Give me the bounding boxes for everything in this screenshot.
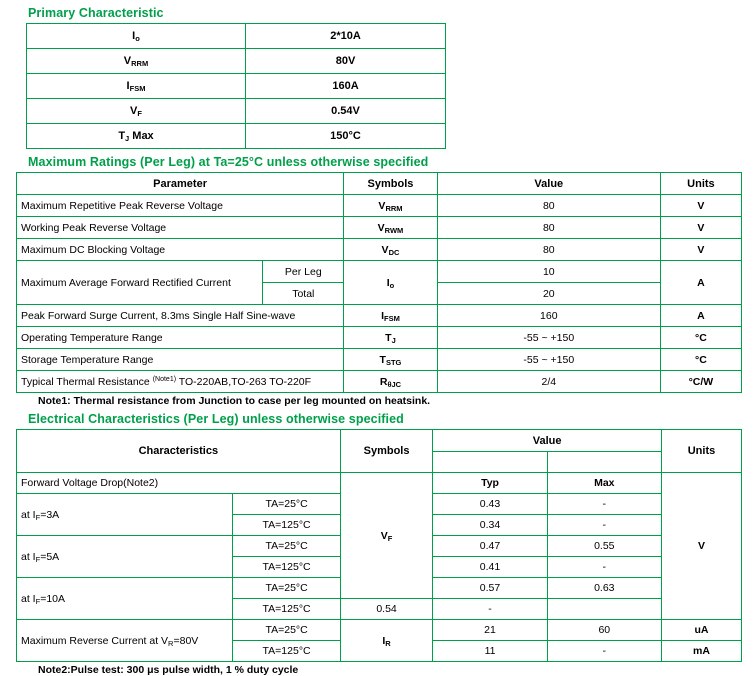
primary-characteristic-title: Primary Characteristic xyxy=(28,6,164,20)
max-ir-25c: 60 xyxy=(547,620,661,641)
primary-value-tjmax: 150°C xyxy=(246,124,446,149)
condition-ta-25c: TA=25°C xyxy=(233,620,340,641)
typ-ir-25c: 21 xyxy=(433,620,547,641)
value-io-total: 20 xyxy=(437,283,660,305)
symbol-ifsm: $I_{FSM}$ xyxy=(344,305,438,327)
primary-value-io: 2*10A xyxy=(246,24,446,49)
value-vrwm: 80 xyxy=(437,217,660,239)
value-tj: -55 ~ +150 xyxy=(437,327,660,349)
max-if10a-125c: - xyxy=(433,599,547,620)
header-empty-right xyxy=(547,452,661,473)
maximum-ratings-title: Maximum Ratings (Per Leg) at Ta=25°C unless otherwise specified xyxy=(28,155,429,169)
condition-per-leg: Per Leg xyxy=(263,261,344,283)
table-row xyxy=(27,74,446,99)
max-ir-125c: - xyxy=(547,641,661,662)
header-value: Value xyxy=(437,173,660,195)
characteristic-if-10a: at $I_F=10A$ xyxy=(17,578,233,620)
table-header-row xyxy=(17,173,742,195)
param-thermal-resistance: Typical Thermal Resistance $^{(Note1)}$ TO-220AB,TO-263 TO-220F xyxy=(17,371,344,393)
table-row xyxy=(27,99,446,124)
units-io: A xyxy=(660,261,741,305)
header-empty-left xyxy=(433,452,547,473)
condition-ta-125c: TA=125°C xyxy=(233,557,340,578)
symbol-vrwm: $V_{RWM}$ xyxy=(344,217,438,239)
header-symbols: Symbols xyxy=(340,430,433,473)
units-vf: V xyxy=(661,473,741,620)
param-operating-temperature-range: Operating Temperature Range xyxy=(17,327,344,349)
value-tstg: -55 ~ +150 xyxy=(437,349,660,371)
condition-ta-125c: TA=125°C xyxy=(233,599,340,620)
table-row xyxy=(17,239,742,261)
typ-if3a-25c: 0.43 xyxy=(433,494,547,515)
units-tj: °C xyxy=(660,327,741,349)
param-working-peak-reverse-voltage: Working Peak Reverse Voltage xyxy=(17,217,344,239)
condition-ta-25c: TA=25°C xyxy=(233,494,340,515)
primary-characteristic-table xyxy=(26,23,446,149)
param-repetitive-peak-reverse-voltage: Maximum Repetitive Peak Reverse Voltage xyxy=(17,195,344,217)
table-header-row xyxy=(17,430,742,452)
primary-symbol-ifsm: $I_{FSM}$ xyxy=(27,74,246,99)
table-row xyxy=(27,124,446,149)
table-row xyxy=(17,473,742,494)
typ-if5a-25c: 0.47 xyxy=(433,536,547,557)
symbol-vf: $V_F$ xyxy=(340,473,433,599)
units-ifsm: A xyxy=(660,305,741,327)
typ-if10a-125c: 0.54 xyxy=(340,599,433,620)
symbol-vrrm: $V_{RRM}$ xyxy=(344,195,438,217)
symbol-tstg: $T_{STG}$ xyxy=(344,349,438,371)
subheader-max: Max xyxy=(547,473,661,494)
maximum-ratings-table xyxy=(16,172,742,393)
primary-symbol-vrrm: $V_{RRM}$ xyxy=(27,49,246,74)
typ-if5a-125c: 0.41 xyxy=(433,557,547,578)
table-row xyxy=(17,620,742,641)
condition-ta-25c: TA=25°C xyxy=(233,578,340,599)
max-if5a-125c: - xyxy=(547,557,661,578)
table-row xyxy=(17,195,742,217)
electrical-characteristics-title: Electrical Characteristics (Per Leg) unless otherwise specified xyxy=(28,412,404,426)
header-symbols: Symbols xyxy=(344,173,438,195)
table-row xyxy=(17,371,742,393)
typ-if3a-125c: 0.34 xyxy=(433,515,547,536)
units-tstg: °C xyxy=(660,349,741,371)
units-vrrm: V xyxy=(660,195,741,217)
value-vdc: 80 xyxy=(437,239,660,261)
param-peak-forward-surge-current: Peak Forward Surge Current, 8.3ms Single Half Sine-wave xyxy=(17,305,344,327)
primary-symbol-tjmax: $T_J$ Max xyxy=(27,124,246,149)
primary-symbol-io: $I_o$ xyxy=(27,24,246,49)
typ-if10a-25c: 0.57 xyxy=(433,578,547,599)
units-ir-125c: mA xyxy=(661,641,741,662)
value-vrrm: 80 xyxy=(437,195,660,217)
characteristic-if-3a: at $I_F=3A$ xyxy=(17,494,233,536)
table-row xyxy=(17,327,742,349)
note-2: Note2:Pulse test: 300 μs pulse width, 1 % duty cycle xyxy=(38,664,299,676)
characteristic-if-5a: at $I_F=5A$ xyxy=(17,536,233,578)
symbol-io: $I_o$ xyxy=(344,261,438,305)
header-parameter: Parameter xyxy=(17,173,344,195)
table-row xyxy=(17,305,742,327)
units-ir-25c: uA xyxy=(661,620,741,641)
symbol-rthjc: $R_{\theta JC}$ xyxy=(344,371,438,393)
value-ifsm: 160 xyxy=(437,305,660,327)
symbol-tj: $T_J$ xyxy=(344,327,438,349)
units-vdc: V xyxy=(660,239,741,261)
electrical-characteristics-table xyxy=(16,429,742,662)
table-row xyxy=(27,49,446,74)
table-row xyxy=(17,261,742,283)
table-row xyxy=(27,24,446,49)
max-if5a-25c: 0.55 xyxy=(547,536,661,557)
primary-symbol-vf: $V_F$ xyxy=(27,99,246,124)
condition-ta-125c: TA=125°C xyxy=(233,515,340,536)
condition-total: Total xyxy=(263,283,344,305)
units-vrwm: V xyxy=(660,217,741,239)
param-average-forward-rectified-current: Maximum Average Forward Rectified Current xyxy=(17,261,263,305)
header-units: Units xyxy=(661,430,741,473)
table-row xyxy=(17,217,742,239)
primary-value-ifsm: 160A xyxy=(246,74,446,99)
max-if3a-25c: - xyxy=(547,494,661,515)
characteristic-forward-voltage-drop: Forward Voltage Drop(Note2) xyxy=(17,473,341,494)
condition-ta-125c: TA=125°C xyxy=(233,641,340,662)
symbol-vdc: $V_{DC}$ xyxy=(344,239,438,261)
header-value: Value xyxy=(433,430,662,452)
characteristic-reverse-current: Maximum Reverse Current at $V_R=80V$ xyxy=(17,620,233,662)
primary-value-vrrm: 80V xyxy=(246,49,446,74)
param-dc-blocking-voltage: Maximum DC Blocking Voltage xyxy=(17,239,344,261)
header-characteristics: Characteristics xyxy=(17,430,341,473)
value-rthjc: 2/4 xyxy=(437,371,660,393)
value-io-per-leg: 10 xyxy=(437,261,660,283)
units-rthjc: °C/W xyxy=(660,371,741,393)
max-if10a-25c: 0.63 xyxy=(547,578,661,599)
header-units: Units xyxy=(660,173,741,195)
symbol-ir: $I_R$ xyxy=(340,620,433,662)
condition-ta-25c: TA=25°C xyxy=(233,536,340,557)
param-storage-temperature-range: Storage Temperature Range xyxy=(17,349,344,371)
subheader-typ: Typ xyxy=(433,473,547,494)
max-if3a-125c: - xyxy=(547,515,661,536)
primary-value-vf: 0.54V xyxy=(246,99,446,124)
typ-ir-125c: 11 xyxy=(433,641,547,662)
table-row xyxy=(17,349,742,371)
note-1: Note1: Thermal resistance from Junction to case per leg mounted on heatsink. xyxy=(38,395,431,407)
